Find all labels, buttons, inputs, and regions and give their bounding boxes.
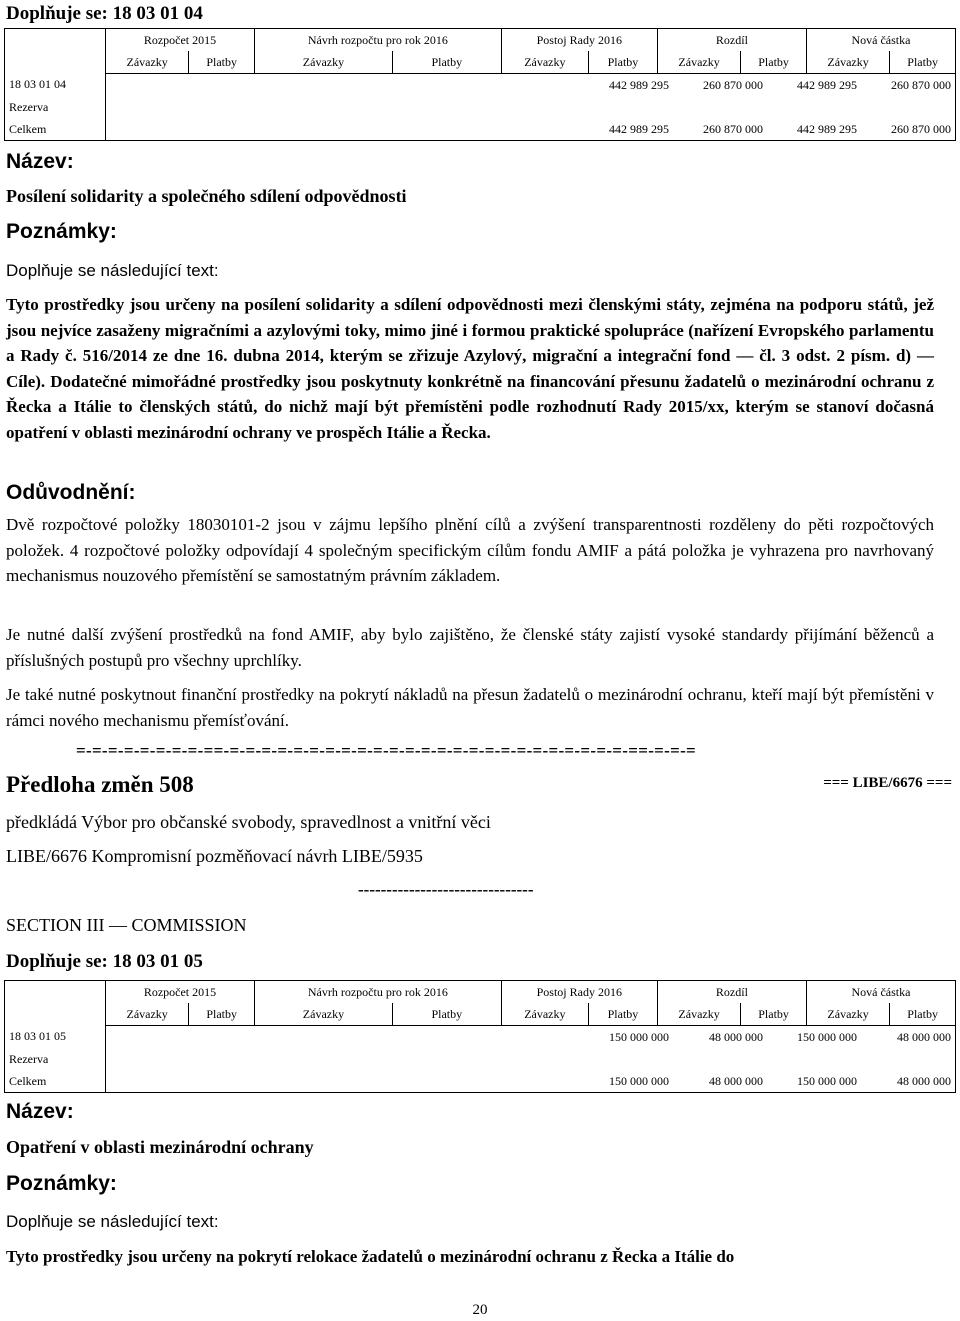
row-label: 18 03 01 04 [5, 74, 106, 97]
justification-paragraph: Je také nutné poskytnout finanční prostředky na pokrytí nákladů na přesun žadatelů o mezinárodní ochranu, kteří mají být přemístěni v rámci nového mechanismu přemísťování. [6, 685, 934, 730]
row-label: Rezerva [5, 1048, 106, 1070]
column-sub-header: Závazky [106, 51, 189, 74]
column-sub-header: Závazky [106, 1003, 189, 1026]
amount-cell: 442 989 295 [609, 77, 669, 92]
table-row [5, 1070, 956, 1093]
column-group-header: Rozpočet 2015 [106, 981, 255, 1004]
column-sub-header: Závazky [501, 51, 588, 74]
row-label: Celkem [5, 1070, 106, 1093]
section-label: SECTION III — COMMISSION [6, 915, 247, 935]
column-group-header: Rozpočet 2015 [106, 29, 255, 52]
notes-label: Poznámky: [6, 220, 117, 243]
table-row [5, 96, 956, 118]
adds-text-label: Doplňuje se následující text: [6, 261, 219, 280]
amount-cell: 442 989 295 [797, 77, 857, 92]
amendment-reference: === LIBE/6676 === [823, 775, 952, 791]
row-label: Rezerva [5, 96, 106, 118]
budget-table [4, 28, 956, 141]
amendment-title: Předloha změn 508 [6, 772, 194, 797]
remarks-text: Tyto prostředky jsou určeny na pokrytí relokace žadatelů o mezinárodní ochranu z Řecka a Itálie do [6, 1247, 735, 1266]
column-sub-header: Závazky [806, 51, 889, 74]
remarks-text: Tyto prostředky jsou určeny na posílení solidarity a sdílení odpovědnosti mezi členskými státy, zejména na podporu států, jež jsou nejvíce zasaženy migračními a azylovými toky, mimo jiné i formou praktické spolupráce (nařízení Evropského parlamentu a Rady č. 516/2014 ze dne 16. dubna 2014, kterým se zřizuje Azylový, migrační a integrační fond — čl. 3 odst. 2 písm. d) — Cíle). Dodatečné mimořádné prostředky jsou poskytnuty konkrétně na financování přesunu žadatelů o mezinárodní ochranu z Řecka a Itálie to členských států, do nichž mají být přemístěni podle rozhodnutí Rady 2015/xx, kterým se stanoví dočasná opatření v oblasti mezinárodní ochrany ve prospěch Itálie a Řecka. [6, 295, 934, 442]
column-group-header: Postoj Rady 2016 [501, 981, 657, 1004]
row-label: 18 03 01 05 [5, 1026, 106, 1049]
table-corner-cell [5, 29, 106, 74]
amount-cell: 150 000 000 [797, 1029, 857, 1044]
budget-table [4, 980, 956, 1093]
amount-cell: 260 870 000 [891, 121, 951, 136]
page-number: 20 [472, 1302, 488, 1318]
justification-paragraph: Je nutné další zvýšení prostředků na fond AMIF, aby bylo zajištěno, že členské státy zajistí vysoké standardy přijímání běženců a příslušných postupů pro všechny uprchlíky. [6, 625, 934, 670]
amount-cell: 260 870 000 [703, 121, 763, 136]
column-sub-header: Platby [589, 1003, 658, 1026]
amount-cell: 48 000 000 [897, 1029, 951, 1044]
column-group-header: Rozdíl [657, 29, 806, 52]
dash-separator: ------------------------------- [358, 880, 534, 899]
column-sub-header: Platby [589, 51, 658, 74]
column-sub-header: Závazky [806, 1003, 889, 1026]
name-label: Název: [6, 1100, 74, 1123]
amount-cell: 48 000 000 [709, 1073, 763, 1088]
column-group-header: Nová částka [806, 29, 955, 52]
column-sub-header: Závazky [501, 1003, 588, 1026]
column-group-header: Nová částka [806, 981, 955, 1004]
budget-line-title: Opatření v oblasti mezinárodní ochrany [6, 1137, 314, 1157]
row-label: Celkem [5, 118, 106, 141]
amount-cell: 442 989 295 [609, 121, 669, 136]
amount-cell: 48 000 000 [709, 1029, 763, 1044]
budget-line-title: Posílení solidarity a společného sdílení odpovědnosti [6, 186, 407, 206]
separator-line: =-=-=-=-=-=-=-=-==-=-=-=-=-=-=-=-=-=-=-=-=-=-=-=-=-=-=-=-=-=-=-=-=-=-==-=-=-= [76, 741, 697, 760]
column-sub-header: Platby [890, 1003, 956, 1026]
column-group-header: Rozdíl [657, 981, 806, 1004]
table-corner-cell [5, 981, 106, 1026]
amount-cell: 150 000 000 [609, 1029, 669, 1044]
column-sub-header: Platby [392, 1003, 501, 1026]
column-group-header: Návrh rozpočtu pro rok 2016 [255, 981, 502, 1004]
table-row [5, 74, 956, 97]
column-group-header: Postoj Rady 2016 [501, 29, 657, 52]
table-row [5, 1048, 956, 1070]
justification-label: Odůvodnění: [6, 481, 136, 504]
column-sub-header: Platby [189, 51, 255, 74]
amount-cell: 150 000 000 [797, 1073, 857, 1088]
amount-cell: 260 870 000 [891, 77, 951, 92]
amount-cell: 150 000 000 [609, 1073, 669, 1088]
compromise-amendment: LIBE/6676 Kompromisní pozměňovací návrh LIBE/5935 [6, 846, 423, 866]
column-sub-header: Závazky [657, 51, 740, 74]
amount-cell: 260 870 000 [703, 77, 763, 92]
amount-cell: 442 989 295 [797, 121, 857, 136]
table-row [5, 1026, 956, 1049]
table-row [5, 118, 956, 141]
column-sub-header: Závazky [255, 51, 393, 74]
column-sub-header: Platby [890, 51, 956, 74]
section-heading: Doplňuje se: 18 03 01 05 [6, 951, 203, 972]
column-group-header: Návrh rozpočtu pro rok 2016 [255, 29, 502, 52]
notes-label: Poznámky: [6, 1172, 117, 1195]
column-sub-header: Platby [189, 1003, 255, 1026]
amount-cell: 48 000 000 [897, 1073, 951, 1088]
column-sub-header: Závazky [657, 1003, 740, 1026]
column-sub-header: Platby [741, 1003, 807, 1026]
column-sub-header: Platby [392, 51, 501, 74]
adds-text-label: Doplňuje se následující text: [6, 1212, 219, 1231]
submitted-by: předkládá Výbor pro občanské svobody, spravedlnost a vnitřní věci [6, 812, 491, 832]
justification-paragraph: Dvě rozpočtové položky 18030101-2 jsou v zájmu lepšího plnění cílů a zvýšení transparentnosti rozděleny do pěti rozpočtových položek. 4 rozpočtové položky odpovídají 4 společným specifickým cílům fondu AMIF a pátá položka je vyhrazena pro navrhovaný mechanismus nouzového přemístění se samostatným právním základem. [6, 515, 934, 585]
section-heading: Doplňuje se: 18 03 01 04 [6, 3, 203, 24]
column-sub-header: Platby [741, 51, 807, 74]
column-sub-header: Závazky [255, 1003, 393, 1026]
name-label: Název: [6, 150, 74, 173]
